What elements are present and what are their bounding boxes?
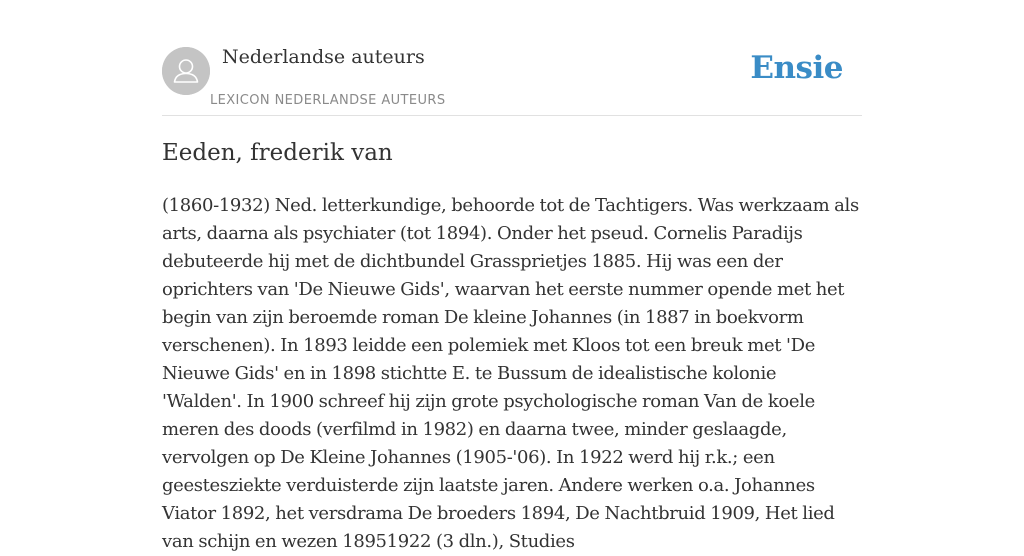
article-title: Eeden, frederik van <box>162 140 393 166</box>
collection-name-link[interactable]: Nederlandse auteurs <box>222 46 425 68</box>
page <box>162 0 862 552</box>
avatar[interactable] <box>162 47 210 95</box>
brand-logo[interactable]: Ensie <box>750 50 843 86</box>
collection-subtitle: LEXICON NEDERLANDSE AUTEURS <box>210 93 446 108</box>
user-placeholder-icon <box>162 47 210 95</box>
header <box>162 0 862 116</box>
article-body: (1860-1932) Ned. letterkundige, behoorde tot de Tachtigers. Was werkzaam als arts, daarna als psychiater (tot 1894). Onder het pseud. Cornelis Paradijs debuteerde hij met de dichtbundel Grassprietjes 1885. Hij was een der oprichters van 'De Nieuwe Gids', waarvan het eerste nummer opende met het begin van zijn beroemde roman De kleine Johannes (in 1887 in boekvorm verschenen). In 1893 leidde een polemiek met Kloos tot een breuk met 'De Nieuwe Gids' en in 1898 stichtte E. te Bussum de idealistische kolonie 'Walden'. In 1900 schreef hij zijn grote psychologische roman Van de koele meren des doods (verfilmd in 1982) en daarna twee, minder geslaagde, vervolgen op De Kleine Johannes (1905-'06). In 1922 werd hij r.k.; een geestesziekte verduisterde zijn laatste jaren. Andere werken o.a. Johannes Viator 1892, het versdrama De broeders 1894, De Nachtbruid 1909, Het lied van schijn en wezen 18951922 (3 dln.), Studies <box>162 195 859 552</box>
